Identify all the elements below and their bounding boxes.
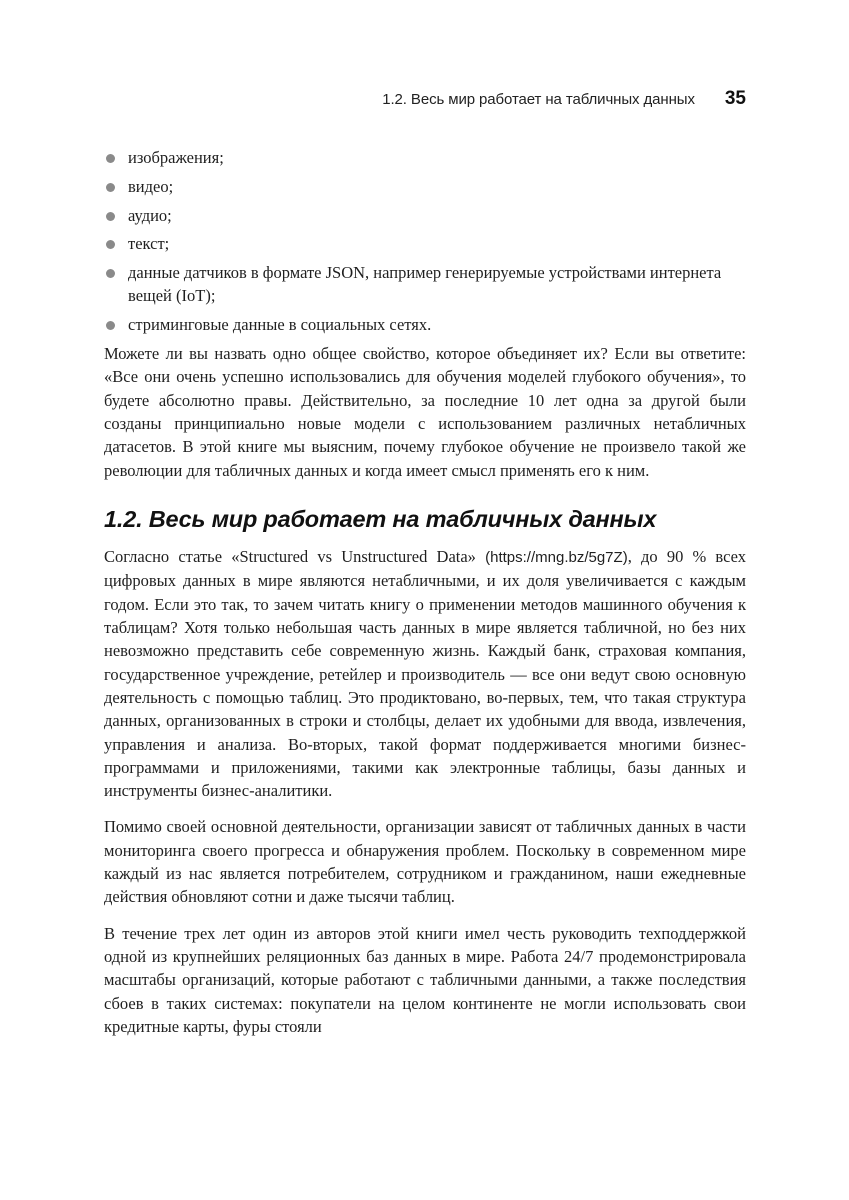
paragraph-organizations: Помимо своей основной деятельности, организации зависят от табличных данных в части мониторинга своего прогресса и обнаружения проблем. Поскольку в современном мире каждый из нас является потребителем, сотрудником и гражданином, наши ежедневные действия обновляют сотни и даже тысячи таблиц. xyxy=(104,817,746,907)
list-item: текст; xyxy=(104,232,746,255)
paragraph-text: Согласно статье «Structured vs Unstructured Data» xyxy=(104,547,486,567)
list-item: стриминговые данные в социальных сетях. xyxy=(104,313,746,336)
intro-paragraph: Можете ли вы назвать одно общее свойство, которое объединяет их? Если вы ответите: «Все они очень успешно использовались для обучения моделей глубокого обучения», то будете абсолютно правы. Действительно, за последние 10 лет одна за другой были созданы принципиально новые модели с использованием различных нетабличных датасетов. В этой книге мы выясним, почему глубокое обучение не произвело такой же революции для табличных данных и когда имеет смысл применять его к ним. xyxy=(104,344,746,480)
page-body xyxy=(104,146,746,1051)
source-link[interactable]: (https://mng.bz/5g7Z) xyxy=(485,549,628,567)
list-item: данные датчиков в формате JSON, например генерируемые устройствами интернета вещей (IoT); xyxy=(104,261,746,308)
list-item: изображения; xyxy=(104,146,746,169)
running-head xyxy=(382,88,746,110)
list-item: аудио; xyxy=(104,204,746,227)
bullet-list xyxy=(104,146,746,337)
section-heading: 1.2. Весь мир работает на табличных данных xyxy=(104,505,657,532)
list-item: видео; xyxy=(104,175,746,198)
paragraph-structured-data xyxy=(104,545,746,802)
running-title: 1.2. Весь мир работает на табличных данных xyxy=(382,91,695,108)
page-number: 35 xyxy=(724,88,746,109)
paragraph-authors: В течение трех лет один из авторов этой книги имел честь руководить техподдержкой одной из крупнейших реляционных баз данных в мире. Работа 24/7 продемонстрировала масштабы организаций, которые работают с табличными данными, а также последствия сбоев в таких системах: покупатели на целом континенте не могли использовать свои кредитные карты, фуры стояли xyxy=(104,923,746,1036)
paragraph-text: , до 90 % всех цифровых данных в мире являются нетабличными, и их доля увеличивается с каждым годом. Если это так, то зачем читать книгу о применении методов машинного обучения к таблицам? Хотя только небольшая часть данных в мире является табличной, но без них невозможно представить себе современную жизнь. Каждый банк, страховая компания, государственное учреждение, ретейлер и производитель — все они ведут свою основную деятельность с помощью таблиц. Это продиктовано, во-первых, тем, что такая структура данных, организованных в строки и столбцы, делает их удобными для ввода, извлечения, управления и анализа. Во-вторых, такой формат поддерживается многими бизнес-программами и приложениями, такими как электронные таблицы, базы данных и инструменты бизнес-аналитики. xyxy=(104,547,747,801)
